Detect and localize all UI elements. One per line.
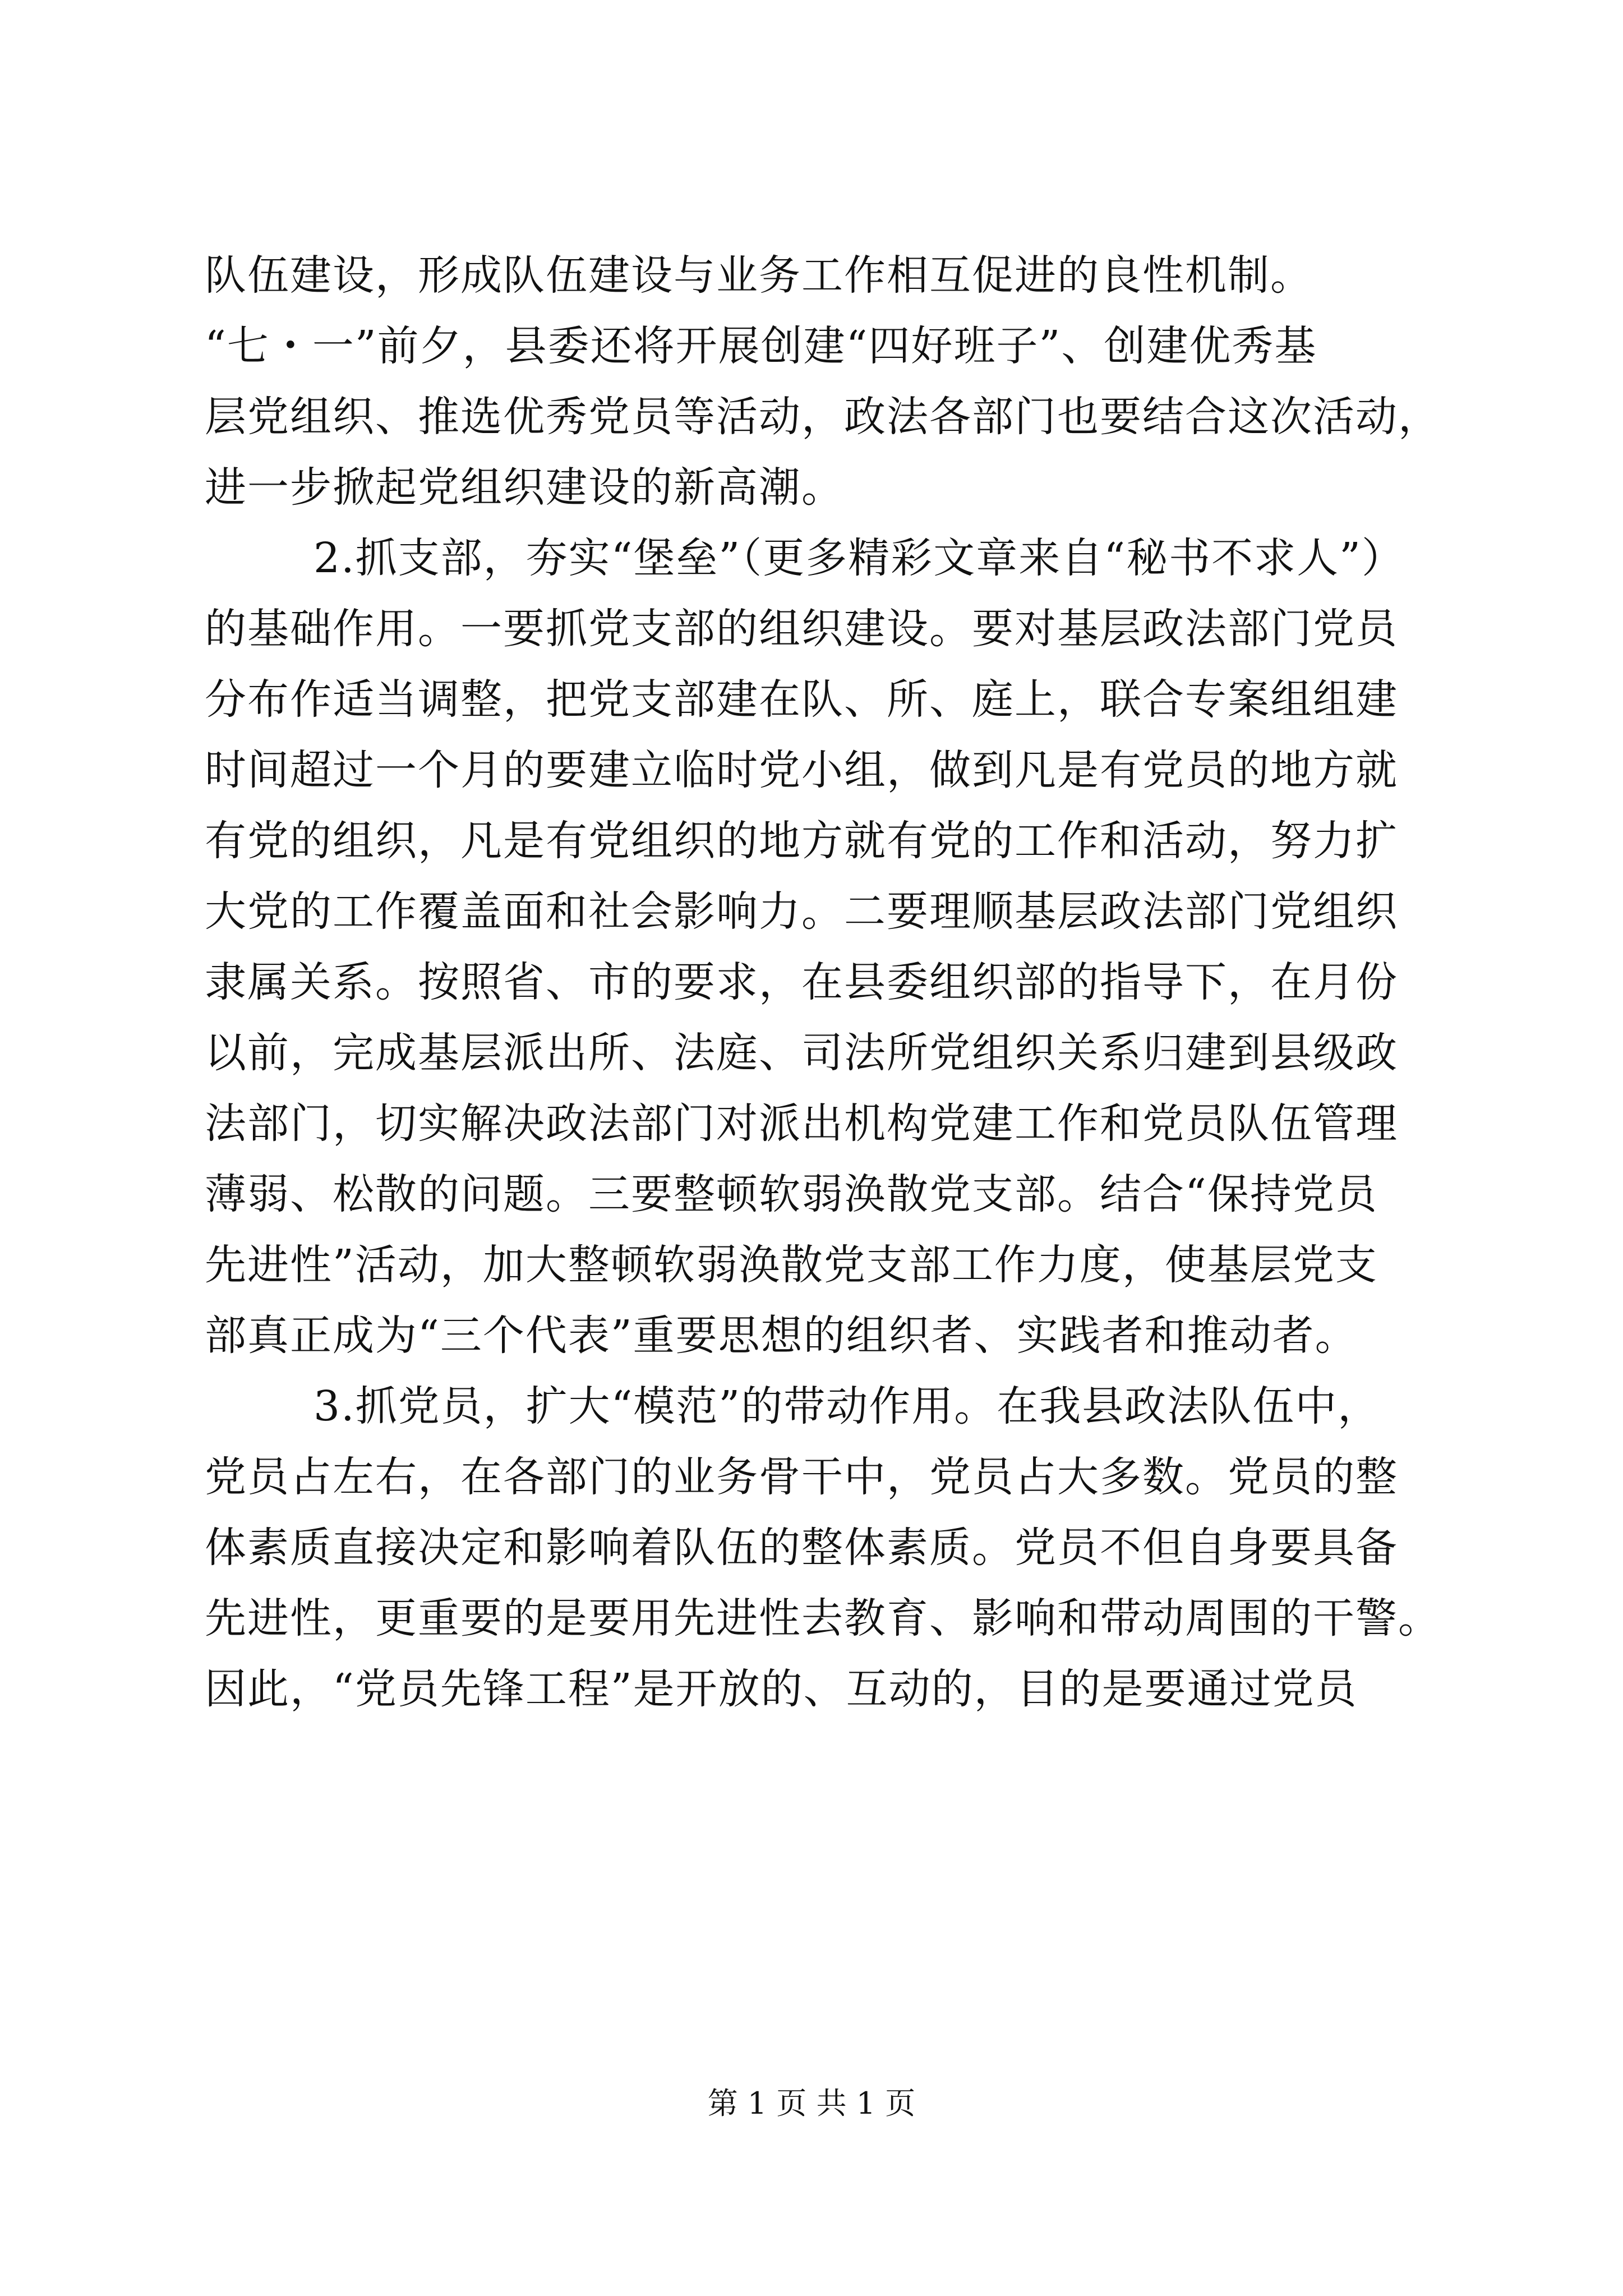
body-text — [205, 240, 1441, 1724]
text-line: 因此，“党员先锋工程”是开放的、互动的，目的是要通过党员 — [205, 1665, 1358, 1713]
text-line: 党员占左右，在各部门的业务骨干中，党员占大多数。党员的整 — [205, 1453, 1398, 1501]
text-line: 队伍建设，形成队伍建设与业务工作相互促进的良性机制。 — [205, 251, 1313, 300]
text-line: 的基础作用。一要抓党支部的组织建设。要对基层政法部门党员 — [205, 605, 1398, 653]
text-line: 大党的工作覆盖面和社会影响力。二要理顺基层政法部门党组织 — [205, 887, 1398, 936]
text-line: 体素质直接决定和影响着队伍的整体素质。党员不但自身要具备 — [205, 1524, 1398, 1572]
text-line: 以前，完成基层派出所、法庭、司法所党组织关系归建到县级政 — [205, 1029, 1398, 1077]
paragraph-start-line: 3.抓党员，扩大“模范”的带动作用。在我县政法队伍中， — [313, 1382, 1381, 1430]
text-line: 法部门，切实解决政法部门对派出机构党建工作和党员队伍管理 — [205, 1099, 1398, 1148]
text-line: 时间超过一个月的要建立临时党小组，做到凡是有党员的地方就 — [205, 746, 1398, 794]
text-line: 部真正成为“三个代表”重要思想的组织者、实践者和推动者。 — [205, 1312, 1358, 1360]
text-line: “七・一”前夕，县委还将开展创建“四好班子”、创建优秀基 — [205, 322, 1317, 370]
text-line: 先进性，更重要的是要用先进性去教育、影响和带动周围的干警。 — [205, 1594, 1441, 1642]
paragraph-start-line: 2.抓支部，夯实“堡垒”（更多精彩文章来自“秘书不求人”） — [313, 534, 1404, 582]
text-line: 层党组织、推选优秀党员等活动，政法各部门也要结合这次活动， — [205, 393, 1441, 441]
text-line: 进一步掀起党组织建设的新高潮。 — [205, 463, 844, 512]
page-footer: 第 1 页 共 1 页 — [707, 2086, 916, 2121]
text-line: 有党的组织，凡是有党组织的地方就有党的工作和活动，努力扩 — [205, 817, 1398, 865]
text-line: 分布作适当调整，把党支部建在队、所、庭上，联合专案组组建 — [205, 675, 1398, 724]
text-line: 隶属关系。按照省、市的要求，在县委组织部的指导下，在月份 — [205, 958, 1398, 1006]
text-line: 先进性”活动，加大整顿软弱涣散党支部工作力度，使基层党支 — [205, 1241, 1378, 1289]
text-line: 薄弱、松散的问题。三要整顿软弱涣散党支部。结合“保持党员 — [205, 1170, 1378, 1218]
